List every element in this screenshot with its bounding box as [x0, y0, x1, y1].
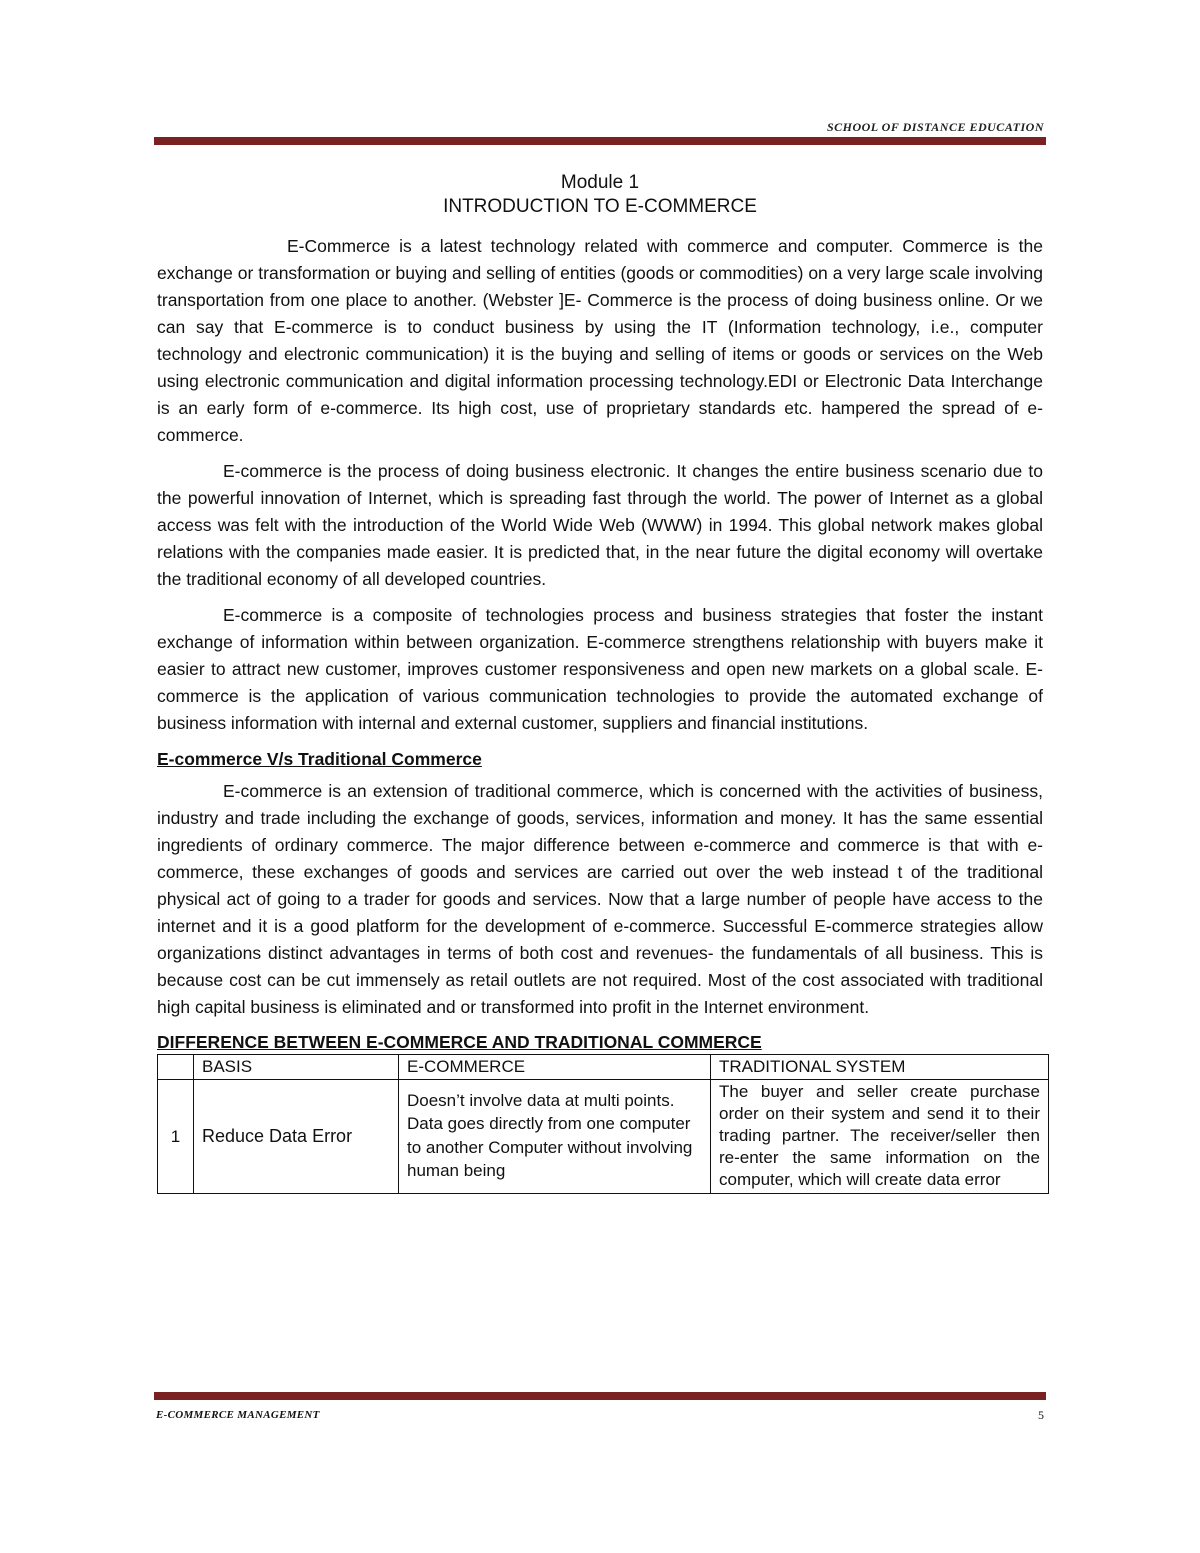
paragraph-intro: E-Commerce is a latest technology related with commerce and computer. Commerce is the exchange or transformation or buying and selling of entities (goods or commodities) on a very large scale involving transportation from one place to another. (Webster ]E- Commerce is the process of doing business online. Or we can say that E-commerce is to conduct business by using the IT (Information technology, i.e., computer technology and electronic communication) it is the buying and selling of items or goods or services on the Web using electronic communication and digital information processing technology.EDI or Electronic Data Interchange is an early form of e-commerce. Its high cost, use of proprietary standards etc. hampered the spread of e-commerce. [157, 236, 1043, 445]
row-basis: Reduce Data Error [194, 1080, 399, 1194]
column-header-number [158, 1055, 194, 1080]
row-number: 1 [158, 1080, 194, 1194]
footer-rule [154, 1392, 1046, 1400]
column-header-ecommerce: E-COMMERCE [399, 1055, 711, 1080]
header-rule [154, 137, 1046, 145]
paragraph-process: E-commerce is the process of doing business electronic. It changes the entire business scenario due to the powerful innovation of Internet, which is spreading fast through the world. The power of Internet as a global access was felt with the introduction of the World Wide Web (WWW) in 1994. This global network makes global relations with the companies made easier. It is predicted that, in the near future the digital economy will overtake the traditional economy of all developed countries. [157, 461, 1043, 589]
row-traditional: The buyer and seller create purchase order on their system and send it to their trading partner. The receiver/seller then re-enter the same information on the computer, which will create data error [711, 1080, 1049, 1194]
page-content [157, 170, 1043, 1194]
column-header-basis: BASIS [194, 1055, 399, 1080]
table-heading: DIFFERENCE BETWEEN E-COMMERCE AND TRADITIONAL COMMERCE [157, 1032, 762, 1052]
paragraph-comparison: E-commerce is an extension of traditional commerce, which is concerned with the activities of business, industry and trade including the exchange of goods, services, information and money. It has the same essential ingredients of ordinary commerce. The major difference between e-commerce and commerce is that with e-commerce, these exchanges of goods and services are carried out over the web instead t of the traditional physical act of going to a trader for goods and services. Now that a large number of people have access to the internet and it is a good platform for the development of e-commerce. Successful E-commerce strategies allow organizations distinct advantages in terms of both cost and revenues- the fundamentals of all business. This is because cost can be cut immensely as retail outlets are not required. Most of the cost associated with traditional high capital business is eliminated and or transformed into profit in the Internet environment. [157, 781, 1043, 1017]
page-title: INTRODUCTION TO E-COMMERCE [443, 196, 757, 217]
comparison-table [157, 1054, 1049, 1194]
page-number: 5 [1038, 1408, 1044, 1422]
paragraph-composite: E-commerce is a composite of technologies process and business strategies that foster the instant exchange of information within between organization. E-commerce strengthens relationship with buyers make it easier to attract new customer, improves customer responsiveness and open new markets on a global scale. E-commerce is the application of various communication technologies to provide the automated exchange of business information with internal and external customer, suppliers and financial institutions. [157, 605, 1043, 733]
table-header-row [158, 1055, 1049, 1080]
module-label: Module 1 [560, 172, 640, 193]
table-row [158, 1080, 1049, 1194]
header-school-name: SCHOOL OF DISTANCE EDUCATION [826, 120, 1044, 134]
section-heading: E-commerce V/s Traditional Commerce [157, 749, 482, 769]
row-ecommerce: Doesn’t involve data at multi points. Data goes directly from one computer to another Computer without involving human being [399, 1080, 711, 1194]
column-header-traditional: TRADITIONAL SYSTEM [711, 1055, 1049, 1080]
footer-course-name: E-COMMERCE MANAGEMENT [156, 1409, 320, 1421]
